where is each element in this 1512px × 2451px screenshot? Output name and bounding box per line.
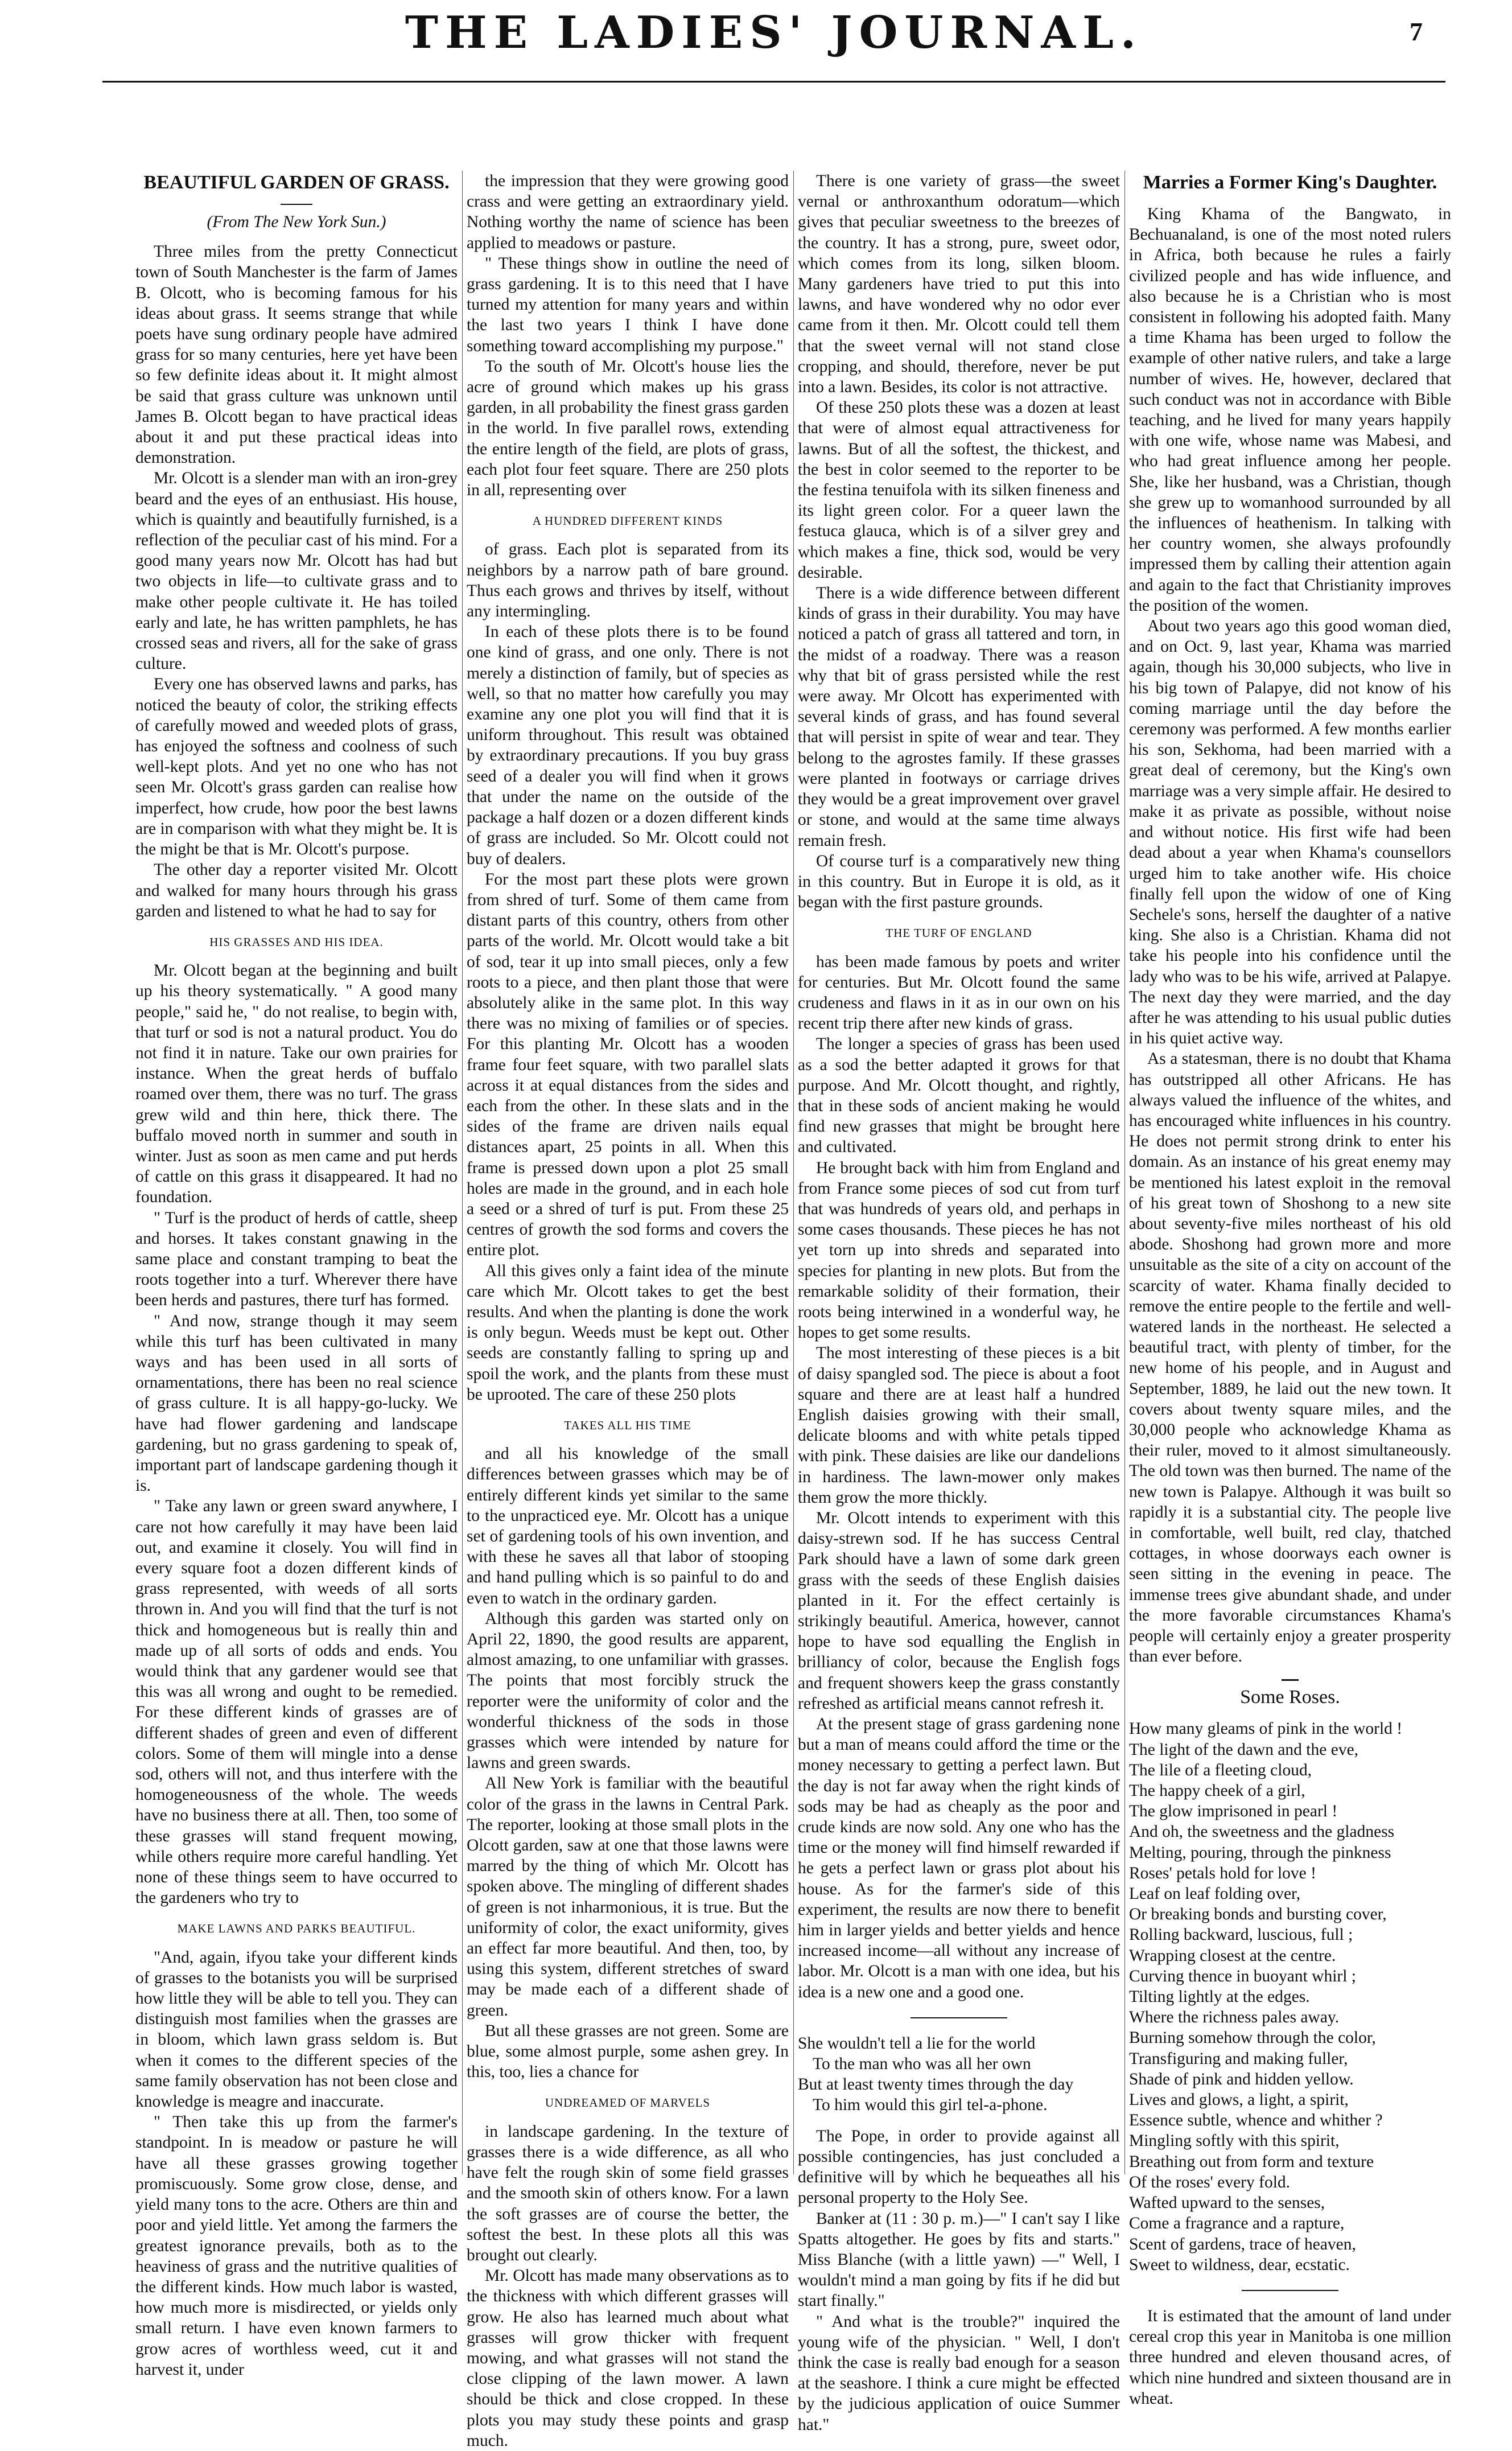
poem-line: Transfiguring and making fuller, bbox=[1129, 2049, 1348, 2068]
paragraph: To the south of Mr. Olcott's house lies the acre of ground which makes up his grass garden, in all probability the finest grass garden in the world. In five parallel rows, extending the entire length of the field, are plots of grass, each plot four feet square. There are 250 plots in all, representing over bbox=[467, 357, 789, 500]
paragraph: and all his knowledge of the small differences between grasses which may be of entirely different kinds yet similar to the same to the unpracticed eye. Mr. Olcott has a unique set of gardening tools of his own invention, and with these he saves all that labor of stooping and hand pulling which is so painful to do and even to watch in the ordinary garden. bbox=[467, 1445, 789, 1607]
column-2 bbox=[467, 171, 789, 2450]
article-body bbox=[467, 2121, 789, 2451]
poem-line: Wrapping closest at the centre. bbox=[1129, 1946, 1336, 1965]
verse-line: But at least twenty times through the day bbox=[798, 2075, 1074, 2094]
paragraph: He brought back with him from England and from France some pieces of sod cut from turf that was hundreds of years old, and perhaps in some cases thousands. These pieces he has not yet torn up into shreds and separated into species for planting in new plots. But from the remarkable solidity of their formation, their roots being interwined in a wonderful way, he hopes to get some results. bbox=[798, 1158, 1120, 1342]
poem-line: Roses' petals hold for love ! bbox=[1129, 1864, 1316, 1882]
poem-line: How many gleams of pink in the world ! bbox=[1129, 1720, 1403, 1738]
article-title: BEAUTIFUL GARDEN OF GRASS. bbox=[143, 172, 450, 193]
column-3 bbox=[798, 171, 1120, 2434]
paragraph: " These things show in outline the need of grass gardening. It is to this need that I have turned my attention for many years and within the last two years I think I have done something toward accomplishing my purpose." bbox=[467, 254, 789, 355]
paragraph: Of these 250 plots these was a dozen at least that were of almost equal attractiveness for lawns. But of all the softest, the thickest, and the best in color seemed to the reporter to be the festina tenuifola with its silken fineness and its light green color. For a queer lawn the festuca glauca, which is of a silver grey and which makes a fine, thick sod, would be very desirable. bbox=[798, 398, 1120, 582]
paragraph: Mr. Olcott has made many observations as to the thickness with which different grasses will grow. He also has learned much about what grasses will grow thicker with frequent mowing, and what grasses will not stand the close clipping of the lawn mower. A lawn should be thick and close cropped. In these plots you may study these points and grasp much. bbox=[467, 2267, 789, 2450]
short-verse bbox=[798, 2033, 1120, 2116]
column-divider bbox=[1124, 171, 1125, 2174]
poem-line: Rolling backward, luscious, full ; bbox=[1129, 1926, 1353, 1944]
article-source: (From The New York Sun.) bbox=[207, 213, 386, 231]
section-rule bbox=[911, 2017, 1007, 2018]
manitoba-note: It is estimated that the amount of land under cereal crop this year in Manitoba is one million three hundred and eleven thousand acres, of which nine hundred and sixteen thousand are in wheat. bbox=[1129, 2306, 1451, 2408]
masthead bbox=[91, 5, 1457, 90]
paragraph: The other day a reporter visited Mr. Olcott and walked for many hours through his grass garden and listened to what he had to say for bbox=[135, 861, 458, 920]
poem-line: Come a fragrance and a rapture, bbox=[1129, 2214, 1345, 2233]
paragraph: The most interesting of these pieces is a bit of daisy spangled sod. The piece is about a foot square and there are at least half a hundred English daisies growing with their small, delicate blooms and with white petals tipped with pink. These daisies are like our dandelions in hardiness. The lawn-mower only makes them grow the more thickly. bbox=[798, 1344, 1120, 1507]
poem-line: The lile of a fleeting cloud, bbox=[1129, 1761, 1312, 1779]
poem-line: Curving thence in buoyant whirl ; bbox=[1129, 1967, 1356, 1985]
poem-line: Breathing out from form and texture bbox=[1129, 2152, 1374, 2171]
poem-line: Wafted upward to the senses, bbox=[1129, 2194, 1325, 2213]
article-body bbox=[467, 1444, 789, 2082]
article-body bbox=[467, 171, 789, 500]
poem-line: Sweet to wildness, dear, ecstatic. bbox=[1129, 2255, 1350, 2274]
column-4 bbox=[1129, 171, 1451, 2408]
paragraph: Every one has observed lawns and parks, has noticed the beauty of color, the striking effects of carefully mowed and weeded plots of grass, has enjoyed the softness and coolness of such well-kept plots. And yet no one who has not seen Mr. Olcott's grass garden can realise how imperfect, how crude, how poor the best lawns are in comparison with what they might be. It is the might be that is Mr. Olcott's purpose. bbox=[135, 675, 458, 859]
poem-line: And oh, the sweetness and the gladness bbox=[1129, 1823, 1395, 1841]
paragraph: The Pope, in order to provide against all possible contingencies, has just concluded a definitive will by which he bequeathes all his personal property to the Holy See. bbox=[798, 2127, 1120, 2207]
paragraph: For the most part these plots were grown from shred of turf. Some of them came from distant parts of this country, others from other parts of the world. Mr. Olcott would take a bit of sod, tear it up into small pieces, only a few roots to a piece, and then plant those that were absolutely alike in the same plot. In this way there was no mixing of families or of species. For this planting Mr. Olcott has a wooden frame four feet square, with two parallel slats across it at equal distances from the sides and each from the other. In these slats and in the sides of the frame are driven nails equal distances apart, 25 points in all. When this frame is pressed down upon a plot 25 small holes are made in the ground, and in each hole a seed or a shred of turf is put. From these 25 centres of growth the sod forms and covers the entire plot. bbox=[467, 870, 789, 1260]
title-rule bbox=[281, 204, 312, 205]
paragraph: " Turf is the product of herds of cattle, sheep and horses. It takes constant gnawing in the same place and constant tramping to beat the roots together into a turf. Wherever there have been herds and pastures, there turf has formed. bbox=[135, 1208, 458, 1310]
paragraph: The longer a species of grass has been used as a sod the better adapted it grows for that purpose. And Mr. Olcott thought, and rightly, that in these sods of ancient making he would find new grasses that might be brought here and cultivated. bbox=[798, 1035, 1120, 1157]
poem-line: Or breaking bonds and bursting cover, bbox=[1129, 1905, 1387, 1924]
poem-line: Lives and glows, a light, a spirit, bbox=[1129, 2091, 1349, 2109]
poem-line: Shade of pink and hidden yellow. bbox=[1129, 2070, 1354, 2088]
paragraph: Mr. Olcott began at the beginning and built up his theory systematically. " A good many people," said he, " do not realise, to begin with, that turf or sod is not a natural product. You do not find it in nature. Take our own prairies for instance. When the great herds of buffalo roamed over them, there was no turf. The grass grew wild and thin here, thick there. The buffalo moved north in summer and south in winter. Just as soon as men came and put herds of cattle on this grass it disappeared. It had no foundation. bbox=[135, 961, 458, 1207]
paragraph: Banker at (11 : 30 p. m.)—" I can't say I like Spatts altogether. He goes by fits and starts." Miss Blanche (with a little yawn) —" Well, I wouldn't mind a man going by fits if he did but start finally." bbox=[798, 2209, 1120, 2310]
paragraph: " Then take this up from the farmer's standpoint. In is meadow or pasture he will have all these grasses growing together promiscuously. Some grow close, dense, and yield many tons to the acre. Others are thin and poor and yield little. Yet among the farmers the greatest ignorance prevails, both as to the heaviness of grass and the nutritive qualities of the different kinds. How much labor is wasted, how much more is misdirected, or yields only small return. I have even known farmers to grow acres of worthless weed, cut it and harvest it, under bbox=[135, 2113, 458, 2379]
paragraph: Although this garden was started only on April 22, 1890, the good results are apparent, almost amazing, to one unfamiliar with grasses. The points that most forcibly struck the reporter were the uniformity of color and the wonderful thickness of the sods in those grasses which were intended by nature for lawns and green swards. bbox=[467, 1609, 789, 1773]
paragraph: " Take any lawn or green sward anywhere, I care not how carefully it may have been laid out, and examine it closely. You will find in every square foot a dozen different kinds of grass represented, with weeds of all sorts thrown in. And you will find that the turf is not thick and homogeneous but is really thin and made up of all sorts of odds and ends. You would think that any gardener would see that this was all wrong and ought to be remedied. For these different kinds of grasses are of different shades of green and even of different colors. Some of them will mingle into a dense sod, others will not, and thus interfere with the homogeneousness of the whole. The weeds have no business there at all. Then, too some of these grasses will stand frequent mowing, while others require more careful handling. Yet none of these things seem to have occurred to the gardeners who try to bbox=[135, 1497, 458, 1907]
article-body bbox=[1129, 204, 1451, 1667]
section-heading: HIS GRASSES AND HIS IDEA. bbox=[209, 935, 384, 949]
article-body bbox=[467, 539, 789, 1405]
column-divider bbox=[462, 171, 463, 2174]
verse-line: She wouldn't tell a lie for the world bbox=[798, 2034, 1036, 2053]
column-1 bbox=[135, 171, 458, 2379]
section-heading: MAKE LAWNS AND PARKS BEAUTIFUL. bbox=[177, 1922, 416, 1936]
page-number: 7 bbox=[1410, 17, 1423, 46]
poem-line: Leaf on leaf folding over, bbox=[1129, 1885, 1301, 1903]
poem-line: Burning somehow through the color, bbox=[1129, 2029, 1376, 2047]
paragraph: There is one variety of grass—the sweet vernal or anthroxanthum odoratum—which gives that peculiar sweetness to the breezes of the country. It has a strong, pure, sweet odor, which comes from its long, silken bloom. Many gardeners have tried to put this into lawns, and have wondered why no odor ever came from it then. Mr. Olcott could tell them that the sweet vernal will not stand close cropping, and should, therefore, never be put into a lawn. Besides, its color is not attractive. bbox=[798, 172, 1120, 397]
paragraph: In each of these plots there is to be found one kind of grass, and one only. There is not merely a distinction of family, but of species as well, so that no matter how carefully you may examine any one plot you will find that it is uniform throughout. This result was obtained by extraordinary precautions. If you buy grass seed of a dealer you will find when it grows that under the name on the outside of the package a half dozen or a dozen different kinds of grass are included. So Mr. Olcott could not buy of dealers. bbox=[467, 623, 789, 868]
section-heading: UNDREAMED OF MARVELS bbox=[545, 2096, 711, 2110]
section-heading: THE TURF OF ENGLAND bbox=[885, 926, 1032, 940]
poem-line: The light of the dawn and the eve, bbox=[1129, 1740, 1359, 1759]
paragraph: the impression that they were growing good crass and were getting an extraordinary yield. Nothing worthy the name of science has been applied to meadows or pasture. bbox=[467, 172, 789, 252]
poem-line: Tilting lightly at the edges. bbox=[1129, 1988, 1310, 2006]
paragraph: "And, again, ifyou take your different kinds of grasses to the botanists you will be surprised how little they will be able to tell you. They can distinguish most families when the grasses are in bloom, which lawn grass seldom is. But when it comes to the different species of the same family observation has not been close and knowledge is meagre and inaccurate. bbox=[135, 1948, 458, 2111]
column-divider bbox=[793, 171, 794, 2174]
poem-line: Melting, pouring, through the pinkness bbox=[1129, 1843, 1391, 1862]
section-rule bbox=[1282, 1679, 1299, 1681]
paragraph: Three miles from the pretty Connecticut town of South Manchester is the farm of James B. Olcott, who is becoming famous for his ideas about grass. It seems strange that while poets have sung ordinary people have admired grass for so many centuries, here yet have been so few definite ideas about it. It might almost be said that grass culture was unknown until James B. Olcott began to have practical ideas about it and put these practical ideas into demonstration. bbox=[135, 242, 458, 467]
article-title: Marries a Former King's Daughter. bbox=[1143, 172, 1437, 193]
section-heading: A HUNDRED DIFFERENT KINDS bbox=[532, 514, 723, 528]
paragraph: Mr. Olcott is a slender man with an iron-grey beard and the eyes of an enthusiast. His house, which is quaintly and beautifully furnished, is a reflection of the peculiar cast of his mind. For a good many years now Mr. Olcott has had but two objects in life—to cultivate grass and to make other people cultivate it. He has toiled early and late, he has written pamphlets, he has crossed seas and rivers, all for the sake of grass culture. bbox=[135, 469, 458, 673]
poem-line: Essence subtle, whence and whither ? bbox=[1129, 2111, 1383, 2130]
verse-line: To the man who was all her own bbox=[813, 2055, 1031, 2074]
paragraph: of grass. Each plot is separated from its neighbors by a narrow path of bare ground. Thus each grows and thrives by itself, without any intermingling. bbox=[467, 540, 789, 621]
paragraph: But all these grasses are not green. Some are blue, some almost purple, some ashen grey. In this, too, lies a chance for bbox=[467, 2021, 789, 2082]
paragraph: All New York is familiar with the beautiful color of the grass in the lawns in Central Park. The reporter, looking at those small plots in the Olcott garden, saw at one that those lawns were marred by the thing of which Mr. Olcott has spoken above. The mingling of different shades of green is not inharmonious, it is true. But the uniformity of color, the exact uniformity, gives an effect far more beautiful. And then, too, by using this system, different stretches of sward may be made each of a different shade of green. bbox=[467, 1774, 789, 2020]
paragraph: has been made famous by poets and writer for centuries. But Mr. Olcott found the same crudeness and flaws in it as in our own on his recent trip there after new kinds of grass. bbox=[798, 952, 1120, 1033]
paragraph: About two years ago this good woman died, and on Oct. 9, last year, Khama was married again, though his 30,000 subjects, who live in his big town of Palapye, did not know of his coming marriage until the day before the ceremony was performed. A few months earlier his son, Sekhoma, had been married with a great deal of ceremony, but the King's own marriage was a very simple affair. He desired to make it as private as possible, without noise and without notice. His first wife had been dead about a year when Khama's counsellors urged him to take another wife. His choice finally fell upon the widow of one of King Sechele's sons, herself the daughter of a native king. She also is a Christian. Khama did not take his people into his confidence until the lady who was to be his wife, arrived at Palapye. The next day they were married, and the day after he was attending to his usual public duties in his quiet active way. bbox=[1129, 617, 1451, 1048]
article-body bbox=[135, 960, 458, 1908]
paragraph: All this gives only a faint idea of the minute care which Mr. Olcott takes to get the best results. And when the planting is done the work is only begun. Weeds must be kept out. Other seeds are constantly falling to spring up and spoil the work, and the plants from these must be uprooted. The care of these 250 plots bbox=[467, 1261, 789, 1404]
poem-line: Of the roses' every fold. bbox=[1129, 2173, 1291, 2191]
paragraph: " And now, strange though it may seem while this turf has been cultivated in many ways and has been used in all sorts of ornamentations, there has been no real science of grass culture. It is all happy-go-lucky. We have had flower gardening and landscape gardening, but no grass gardening to speak of, important part of landscape gardening though it is. bbox=[135, 1311, 458, 1495]
poem-line: Scent of gardens, trace of heaven, bbox=[1129, 2235, 1356, 2253]
article-body bbox=[798, 171, 1120, 912]
poem-line: The happy cheek of a girl, bbox=[1129, 1782, 1305, 1800]
article-body bbox=[798, 952, 1120, 2002]
poem-title: Some Roses. bbox=[1240, 1687, 1340, 1708]
paragraph: Mr. Olcott intends to experiment with this daisy-strewn sod. If he has success Central Park should have a lawn of some dark green grass with the seeds of these English daisies planted in it. For the effect certainly is strikingly beautiful. America, however, cannot hope to have sod equalling the English in brilliancy of color, because the English fogs and frequent showers keep the grass constantly refreshed as artificial means cannot refresh it. bbox=[798, 1509, 1120, 1713]
paragraph: At the present stage of grass gardening none but a man of means could afford the time or the money necessary to getting a perfect lawn. But the day is not far away when the right kinds of sods may be had as cheaply as the poor and crude kinds are now sold. Any one who has the time or the money will find himself rewarded if he gets a perfect lawn or grass plot about his house. As for the farmer's side of this experiment, the results are now there to benefit him in larger yields and better yields and hence increased income—all without any increase of labor. Mr. Olcott is a man with one idea, but his idea is a new one and a good one. bbox=[798, 1715, 1120, 2001]
pope-items bbox=[798, 2126, 1120, 2435]
poem-lines bbox=[1129, 1718, 1451, 2275]
section-heading: TAKES ALL HIS TIME bbox=[564, 1418, 691, 1432]
newspaper-title: THE LADIES' JOURNAL. bbox=[405, 7, 1143, 59]
article-body bbox=[135, 241, 458, 922]
paragraph: King Khama of the Bangwato, in Bechuanaland, is one of the most noted rulers in Africa, both because he rules a fairly civilized people and has wide influence, and also because he is a Christian who is most consistent in following his adopted faith. Many a time Khama has been urged to follow the example of other native rulers, and take a large number of wives. He, however, declared that such conduct was not in accordance with Bible teaching, and he lived for many years happily with one wife, whose name was Mabesi, and who had great influence among her people. She, like her husband, was a Christian, though she grew up to womanhood surrounded by all the influences of heathenism. In talking with her country women, she always profoundly impressed them by calling their attention again and again to the fact that Christianity improves the position of the women. bbox=[1129, 205, 1451, 615]
section-rule bbox=[1242, 2290, 1338, 2291]
masthead-rule bbox=[102, 81, 1445, 83]
paragraph: There is a wide difference between different kinds of grass in their durability. You may have noticed a patch of grass all tattered and torn, in the midst of a roadway. There was a reason why that bit of grass persisted while the rest were away. Mr Olcott has experimented with several kinds of grass, and has found several that will persist in spite of wear and tear. They belong to the agrostes family. If these grasses were planted in footways or carriage drives they would be a great improvement over gravel or stone, and would at the same time always remain fresh. bbox=[798, 584, 1120, 850]
verse-line: To him would this girl tel-a-phone. bbox=[813, 2096, 1048, 2115]
poem-line: The glow imprisoned in pearl ! bbox=[1129, 1802, 1338, 1821]
paragraph: As a statesman, there is no doubt that Khama has outstripped all other Africans. He has always valued the influence of the whites, and has encouraged white influences in his country. He does not permit strong drink to enter his domain. As an instance of his great enemy may be mentioned his latest exploit in the removal of his great town of Shoshong to a new site about seventy-five miles northeast of his old abode. Shoshong had grown more and more unsuitable as the site of a city on account of the scarcity of water. Khama finally decided to remove the entire people to the fertile and well-watered lands in the northeast. He selected a beautiful tract, with plenty of timber, for the new home of his people, and in August and September, 1889, he laid out the new town. It covers about twenty square miles, and the 30,000 people who acknowledge Khama as their ruler, moved to it almost simultaneously. The old town was then burned. The name of the new town is Palapye. Although it was built so rapidly it is a substantial city. The people live in comfortable, well built, red clay, thatched cottages, in whose doorways each owner is seen sitting in the evening in peace. The immense trees give abundant shade, and under the more favorable circumstances Khama's people will certainly enjoy a greater prosperity than ever before. bbox=[1129, 1050, 1451, 1666]
poem-line: Where the richness pales away. bbox=[1129, 2008, 1340, 2027]
paragraph: Of course turf is a comparatively new thing in this country. But in Europe it is old, as it began with the first pasture grounds. bbox=[798, 852, 1120, 912]
paragraph: in landscape gardening. In the texture of grasses there is a wide difference, as all who have felt the rough skin of some field grasses and the smooth skin of others know. For a lawn the soft grasses are of course the better, the softest the best. In these plots all this was brought out clearly. bbox=[467, 2122, 789, 2264]
article-body bbox=[135, 1947, 458, 2380]
paragraph: " And what is the trouble?" inquired the young wife of the physician. " Well, I don't think the case is really bad enough for a season at the seashore. I think a cure might be effected by the judicious application of ouice Summer hat." bbox=[798, 2312, 1120, 2434]
poem-line: Mingling softly with this spirit, bbox=[1129, 2132, 1340, 2150]
